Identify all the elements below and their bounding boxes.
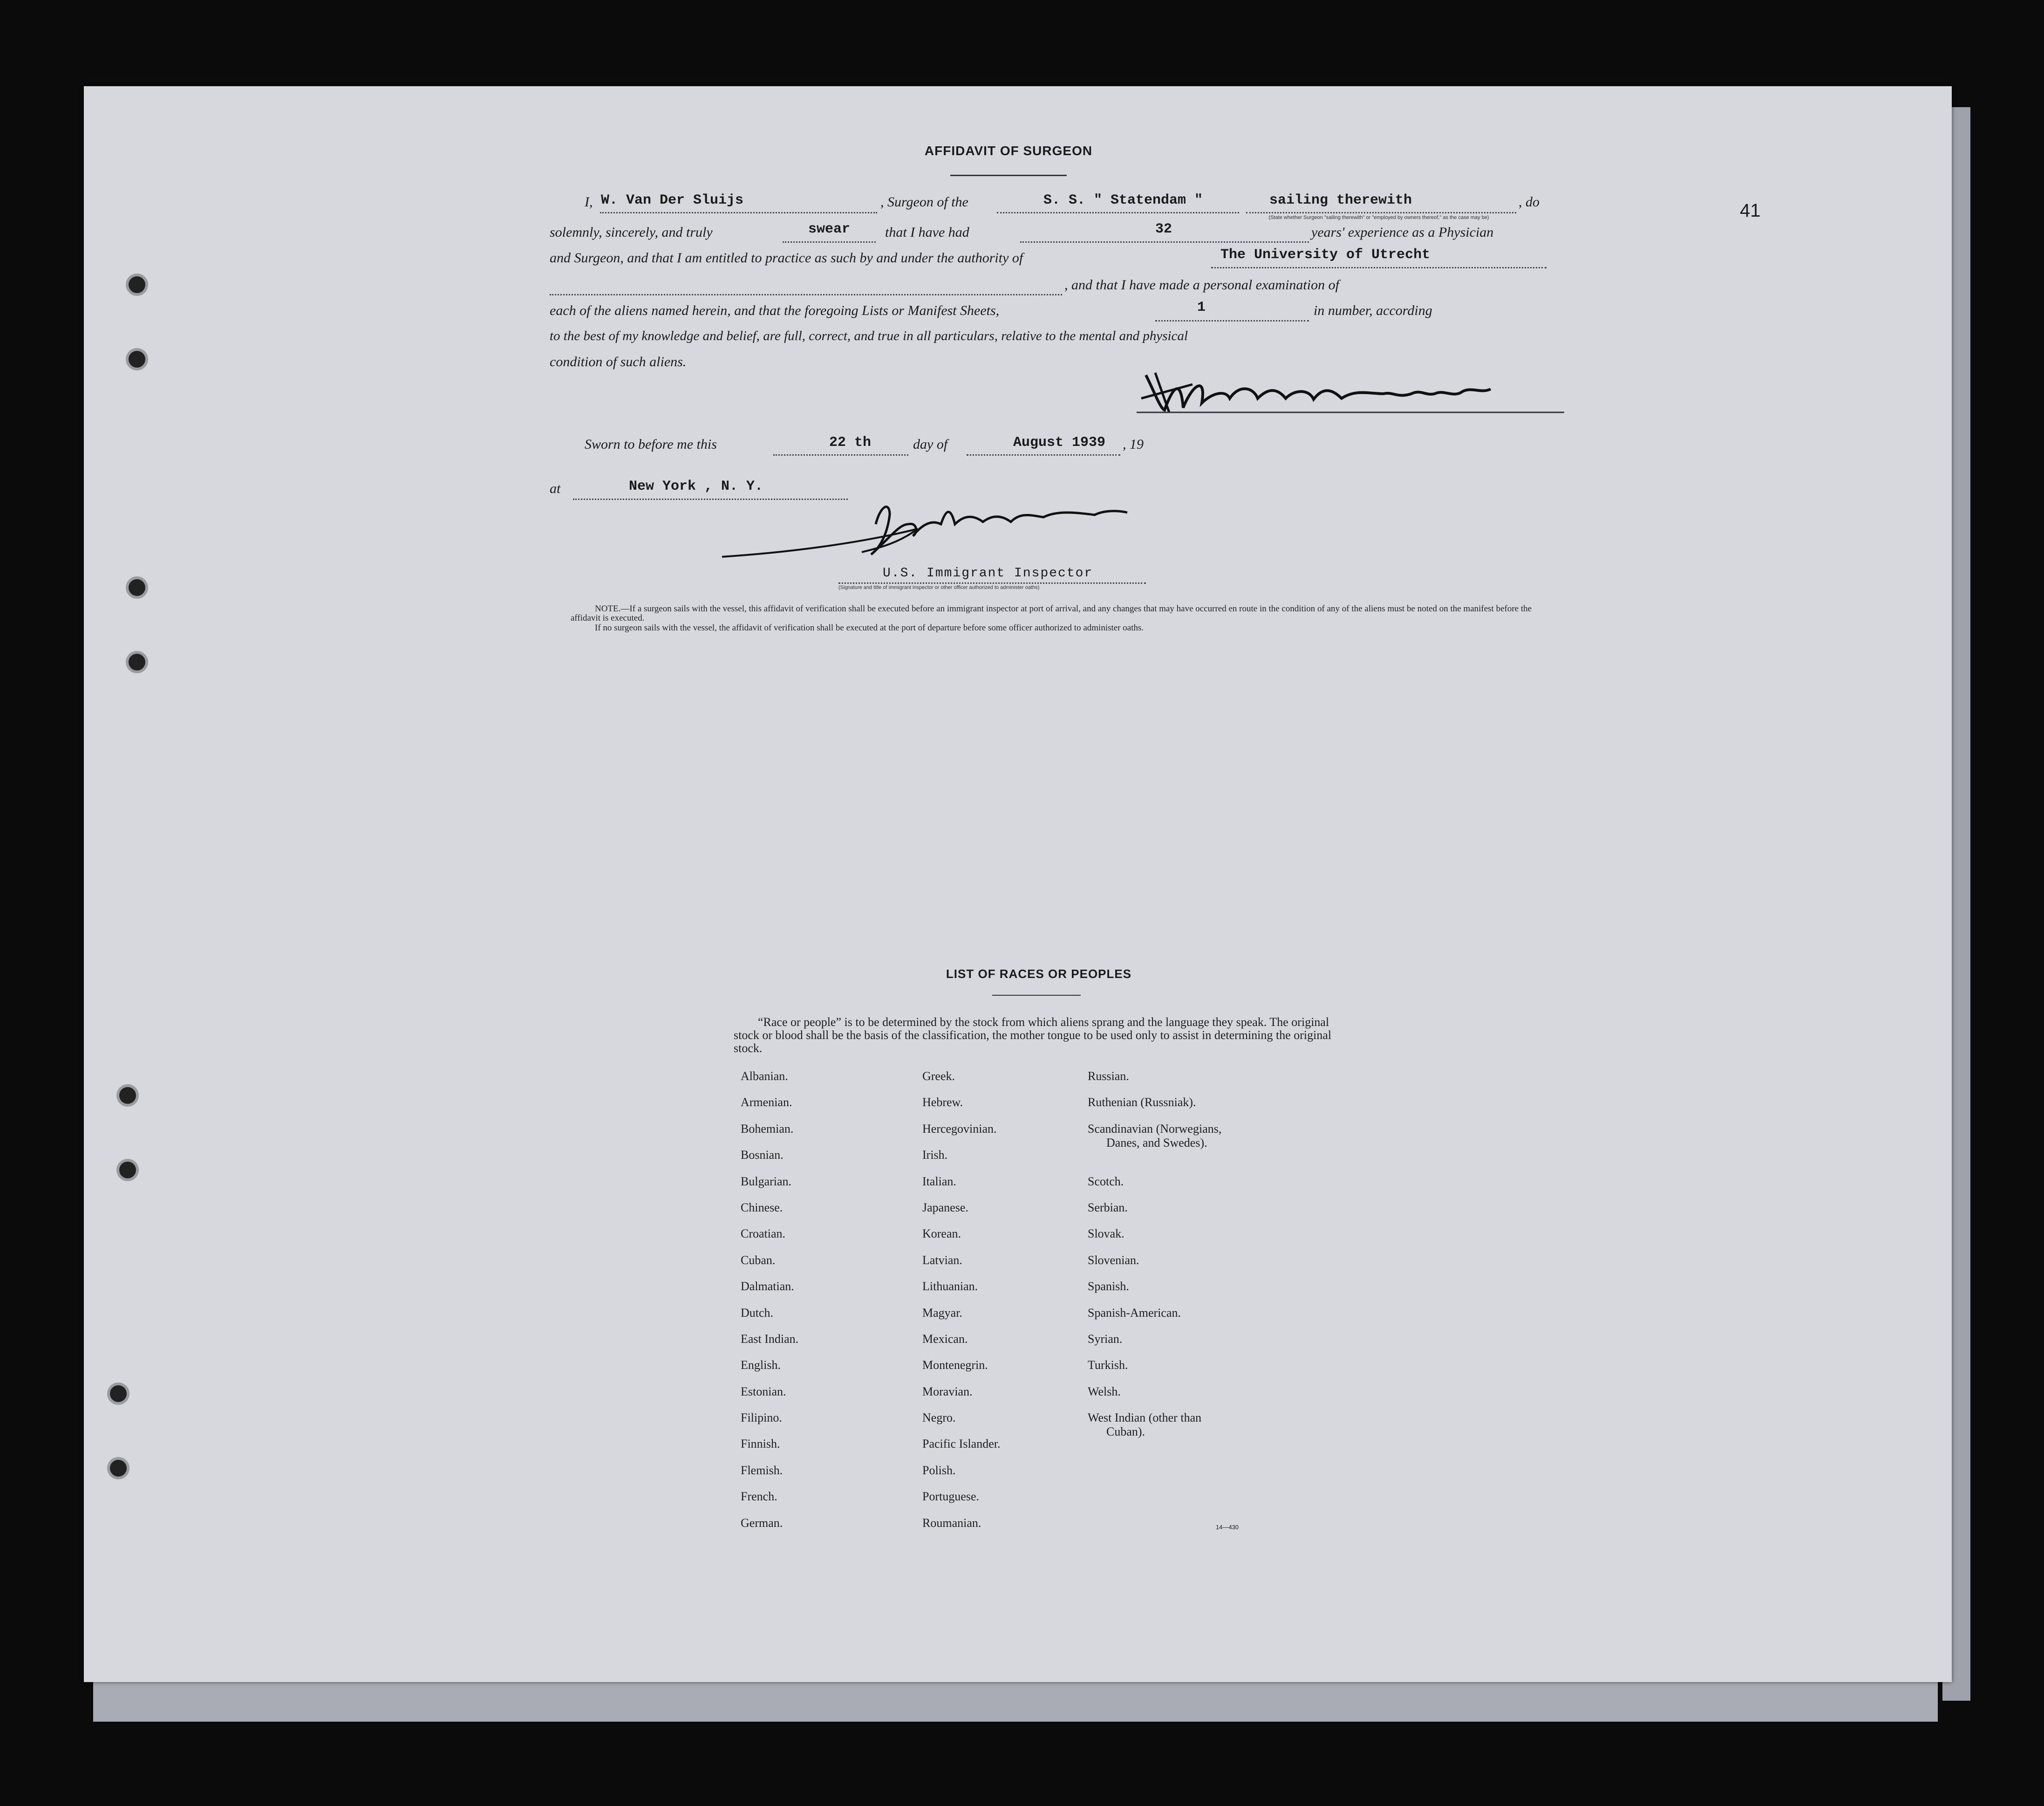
race-item: Bohemian. (741, 1122, 794, 1136)
races-column-3 (1088, 1069, 1221, 1451)
race-item: Scandinavian (Norwegians, (1088, 1122, 1222, 1136)
punch-hole (107, 1457, 129, 1479)
races-title: LIST OF RACES OR PEOPLES (946, 967, 1132, 981)
affidavit-and-surgeon: and Surgeon, and that I am entitled to practice as such by and under the authority of (550, 250, 1023, 266)
race-item: Greek. (922, 1069, 955, 1083)
race-item: Irish. (922, 1148, 948, 1162)
punch-hole (126, 576, 148, 599)
punch-hole (126, 274, 148, 296)
sailing-line (1246, 212, 1516, 213)
race-item: Bosnian. (741, 1148, 784, 1162)
race-item: Bulgarian. (741, 1174, 792, 1188)
sworn-place: New York , N. Y. (629, 479, 763, 494)
race-item: Serbian. (1088, 1200, 1128, 1214)
race-item: Negro. (922, 1411, 956, 1425)
race-item: Welsh. (1088, 1384, 1121, 1398)
race-item: Dutch. (741, 1306, 774, 1320)
inspector-title: U.S. Immigrant Inspector (883, 566, 1093, 581)
ship-line (997, 212, 1239, 213)
sworn-day: 22 th (829, 435, 872, 451)
sailing-note: (State whether Surgeon "sailing therewith" or "employed by owners thereof," as the case may be) (1268, 215, 1489, 220)
race-item: Portuguese. (922, 1490, 980, 1504)
race-item: Japanese. (922, 1200, 968, 1214)
affidavit-note-1: NOTE.—If a surgeon sails with the vessel, this affidavit of verification shall be executed before an immigrant inspector at port of arrival, and any changes that may have occurred en route in the condition of any of the aliens must be noted on the manifest before the affidavit is executed. (571, 604, 1532, 623)
surgeon-name-line (600, 212, 877, 213)
day-of-label: day of (913, 437, 948, 452)
race-item: Danes, and Swedes). (1106, 1136, 1207, 1149)
title-rule (950, 175, 1067, 176)
punch-hole (116, 1159, 139, 1181)
race-item: Finnish. (741, 1437, 780, 1451)
race-item: English. (741, 1358, 781, 1372)
race-item: Russian. (1088, 1069, 1129, 1083)
affidavit-note-2: If no surgeon sails with the vessel, the affidavit of verification shall be executed at the port of departure before some officer authorized to administer oaths. (595, 623, 1144, 633)
day-line (773, 454, 908, 456)
document-page (84, 86, 1952, 1682)
race-item: Armenian. (741, 1095, 792, 1109)
oath: swear (808, 221, 851, 237)
oath-line (783, 241, 876, 243)
at-label: at (550, 481, 561, 496)
race-item: Montenegrin. (922, 1358, 988, 1372)
affidavit-in-number: in number, according (1314, 303, 1432, 318)
nineteen-label: , 19 (1123, 437, 1144, 452)
race-item: Pacific Islander. (922, 1437, 1001, 1451)
races-column-1 (741, 1069, 798, 1542)
race-item: Cuban). (1106, 1425, 1145, 1439)
punch-hole (126, 651, 148, 673)
race-item: Spanish-American. (1088, 1306, 1181, 1320)
sworn-month-year: August 1939 (1013, 435, 1106, 451)
years: 32 (1155, 221, 1172, 237)
sailing-status: sailing therewith (1269, 192, 1412, 208)
affidavit-best-knowledge: to the best of my knowledge and belief, are full, correct, and true in all particulars, relative to the mental and physical (550, 328, 1188, 343)
race-item: Dalmatian. (741, 1279, 794, 1293)
form-number: 14—430 (1216, 1524, 1239, 1531)
race-item: West Indian (other than (1088, 1411, 1202, 1425)
race-item: Mexican. (922, 1332, 968, 1346)
race-item: Slovak. (1088, 1227, 1124, 1241)
affidavit-i: I, (585, 194, 593, 210)
page-stack-edge (93, 1677, 1938, 1722)
race-item: Hebrew. (922, 1095, 963, 1109)
race-item: Spanish. (1088, 1279, 1129, 1293)
sheets: 1 (1197, 300, 1206, 315)
authority-line (1211, 267, 1547, 268)
page-number: 41 (1740, 200, 1761, 221)
races-column-2 (922, 1069, 1001, 1542)
sheets-line (1155, 320, 1309, 322)
race-item: Moravian. (922, 1384, 973, 1398)
race-item: Cuban. (741, 1253, 776, 1267)
authority: The University of Utrecht (1220, 247, 1431, 263)
race-item: German. (741, 1516, 783, 1530)
affidavit-do: , do (1519, 194, 1540, 210)
affidavit-solemnly: solemnly, sincerely, and truly (550, 225, 713, 240)
surgeon-name: W. Van Der Sluijs (601, 192, 744, 208)
race-item: French. (741, 1490, 777, 1504)
race-item: Hercegovinian. (922, 1122, 997, 1136)
inspector-signature (722, 496, 1188, 571)
races-intro: “Race or people” is to be determined by the stock from which aliens sprang and the language they speak. The original stock or blood shall be the basis of the classification, the mother tongue to be used only to assist in determining the original stock. (734, 1015, 1332, 1055)
race-item: Lithuanian. (922, 1279, 978, 1293)
punch-hole (107, 1382, 129, 1405)
sworn-label: Sworn to before me this (585, 437, 717, 452)
ship-name: S. S. " Statendam " (1043, 192, 1203, 208)
race-item: Korean. (922, 1227, 961, 1241)
race-item: Flemish. (741, 1463, 783, 1477)
race-item: Albanian. (741, 1069, 788, 1083)
surgeon-signature (1137, 366, 1565, 417)
race-item: Italian. (922, 1174, 956, 1188)
race-item: Estonian. (741, 1384, 786, 1398)
race-item: Magyar. (922, 1306, 962, 1320)
race-item: Turkish. (1088, 1358, 1128, 1372)
authority-line-2 (550, 294, 1062, 295)
race-item: Latvian. (922, 1253, 962, 1267)
years-line (1020, 241, 1309, 243)
inspector-line (838, 582, 1146, 584)
race-item: Scotch. (1088, 1174, 1124, 1188)
race-item: Polish. (922, 1463, 956, 1477)
surgeon-of-the: , Surgeon of the (880, 194, 968, 210)
affidavit-that-i-have-had: that I have had (885, 225, 969, 240)
punch-hole (116, 1084, 139, 1107)
affidavit-each-alien: each of the aliens named herein, and that the foregoing Lists or Manifest Sheets, (550, 303, 1000, 318)
race-item: Filipino. (741, 1411, 782, 1425)
affidavit-years-experience: years' experience as a Physician (1311, 225, 1494, 240)
race-item: East Indian. (741, 1332, 799, 1346)
race-item: Slovenian. (1088, 1253, 1139, 1267)
race-item: Croatian. (741, 1227, 786, 1241)
race-item: Chinese. (741, 1200, 783, 1214)
race-item: Ruthenian (Russniak). (1088, 1095, 1196, 1109)
inspector-note: (Signature and title of immigrant inspector or other officer authorized to administer oaths) (838, 585, 1040, 590)
race-item: Roumanian. (922, 1516, 981, 1530)
affidavit-title: AFFIDAVIT OF SURGEON (924, 144, 1093, 158)
race-item: Syrian. (1088, 1332, 1123, 1346)
punch-hole (126, 348, 148, 370)
races-title-rule (992, 995, 1081, 996)
affidavit-condition: condition of such aliens. (550, 354, 687, 369)
affidavit-personal-exam: , and that I have made a personal examination of (1064, 277, 1339, 293)
month-line (967, 454, 1120, 456)
